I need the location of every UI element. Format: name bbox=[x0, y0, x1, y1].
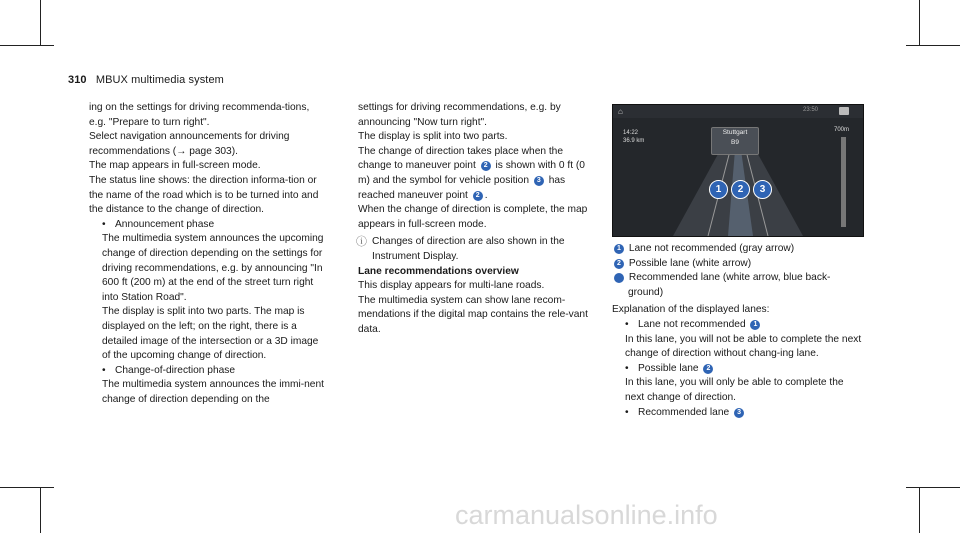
distance-bar bbox=[841, 137, 846, 227]
column-right bbox=[609, 242, 862, 420]
crop-mark bbox=[906, 45, 960, 46]
paragraph: When the change of direction is complete, the map appears in full-screen mode. bbox=[358, 204, 588, 230]
message-icon[interactable] bbox=[839, 107, 849, 115]
list-item: • Lane not recommended 1 bbox=[625, 318, 862, 333]
crop-mark bbox=[919, 0, 920, 46]
crop-mark bbox=[906, 487, 960, 488]
paragraph: Select navigation announcements for driving recommendations (→ page 303). bbox=[89, 131, 290, 157]
section-heading: Lane recommendations overview bbox=[358, 265, 519, 277]
watermark: carmanualsonline.info bbox=[455, 500, 718, 530]
distance-label: 700m bbox=[834, 127, 850, 133]
note: ⓘ Changes of direction are also shown in the Instrument Display. bbox=[356, 236, 565, 262]
paragraph: The change of direction takes place when the change to maneuver point 2 is shown with 0 ft (0 m) and the symbol for vehicle position 3 has reached maneuver point 2 . bbox=[358, 145, 585, 201]
info-icon: ⓘ bbox=[356, 236, 367, 249]
badge-3: 3 bbox=[534, 176, 544, 186]
road-sign: Stuttgart B9 bbox=[711, 127, 759, 155]
paragraph: The multimedia system announces the immi-nent change of direction depending on the bbox=[102, 379, 324, 405]
list-item: • Change-of-direction phase bbox=[102, 364, 236, 376]
paragraph: The map appears in full-screen mode. bbox=[89, 160, 261, 172]
paragraph: ing on the settings for driving recommenda-tions, e.g. "Prepare to turn right". bbox=[89, 102, 310, 128]
lane-marker-2: 2 bbox=[731, 180, 750, 199]
paragraph: This display appears for multi-lane roads. bbox=[358, 280, 545, 292]
list-item: • Recommended lane 3 bbox=[625, 406, 862, 421]
crop-mark bbox=[0, 487, 54, 488]
page-title: MBUX multimedia system bbox=[95, 74, 224, 86]
paragraph: In this lane, you will not be able to complete the next change of direction without chang-ing lane. bbox=[625, 333, 862, 360]
legend-item: 3 Recommended lane (white arrow, blue back-ground) bbox=[609, 272, 831, 298]
badge-2: 2 bbox=[481, 161, 491, 171]
column-middle bbox=[358, 101, 598, 338]
page-header bbox=[68, 74, 224, 86]
paragraph: The multimedia system announces the upcoming change of direction depending on the settings for driving recommendations, e.g. by announcing "In 600 ft (200 m) at the end of the street turn right into Station Road". bbox=[102, 233, 324, 303]
crop-mark bbox=[40, 0, 41, 46]
eta-info: 14:22 36.9 km bbox=[623, 130, 645, 144]
home-icon[interactable]: ⌂ bbox=[618, 107, 623, 116]
road-graphic bbox=[613, 105, 863, 236]
list-item: • Announcement phase bbox=[102, 218, 215, 230]
page-number: 310 bbox=[68, 74, 87, 86]
clock: 23:50 bbox=[803, 107, 819, 113]
lane-recommendation-screenshot bbox=[612, 104, 864, 237]
paragraph: settings for driving recommendations, e.g. by announcing "Now turn right". bbox=[358, 102, 561, 128]
badge-2: 2 bbox=[473, 191, 483, 201]
paragraph: In this lane, you will only be able to complete the next change of direction. bbox=[625, 377, 844, 403]
legend-item: 1 Lane not recommended (gray arrow) bbox=[612, 242, 862, 257]
paragraph: The display is split into two parts. bbox=[358, 131, 508, 143]
lane-marker-1: 1 bbox=[709, 180, 728, 199]
crop-mark bbox=[0, 45, 54, 46]
paragraph: The status line shows: the direction informa-tion or the name of the road which is to be turned into and the distance to the change of direction. bbox=[89, 174, 319, 216]
list-item: • Possible lane 2 bbox=[625, 362, 862, 377]
crop-mark bbox=[40, 487, 41, 533]
lane-marker-3: 3 bbox=[753, 180, 772, 199]
column-left bbox=[89, 101, 329, 407]
crop-mark bbox=[919, 487, 920, 533]
paragraph: Explanation of the displayed lanes: bbox=[612, 304, 770, 316]
paragraph: The display is split into two parts. The map is displayed on the left; on the right, there is a detailed image of the intersection or a 3D image of the upcoming change of direction. bbox=[102, 306, 319, 362]
legend-item: 2 Possible lane (white arrow) bbox=[612, 257, 862, 272]
paragraph: The multimedia system can show lane recom-mendations if the digital map contains the rele-vant data. bbox=[358, 294, 588, 335]
status-bar bbox=[613, 105, 863, 118]
